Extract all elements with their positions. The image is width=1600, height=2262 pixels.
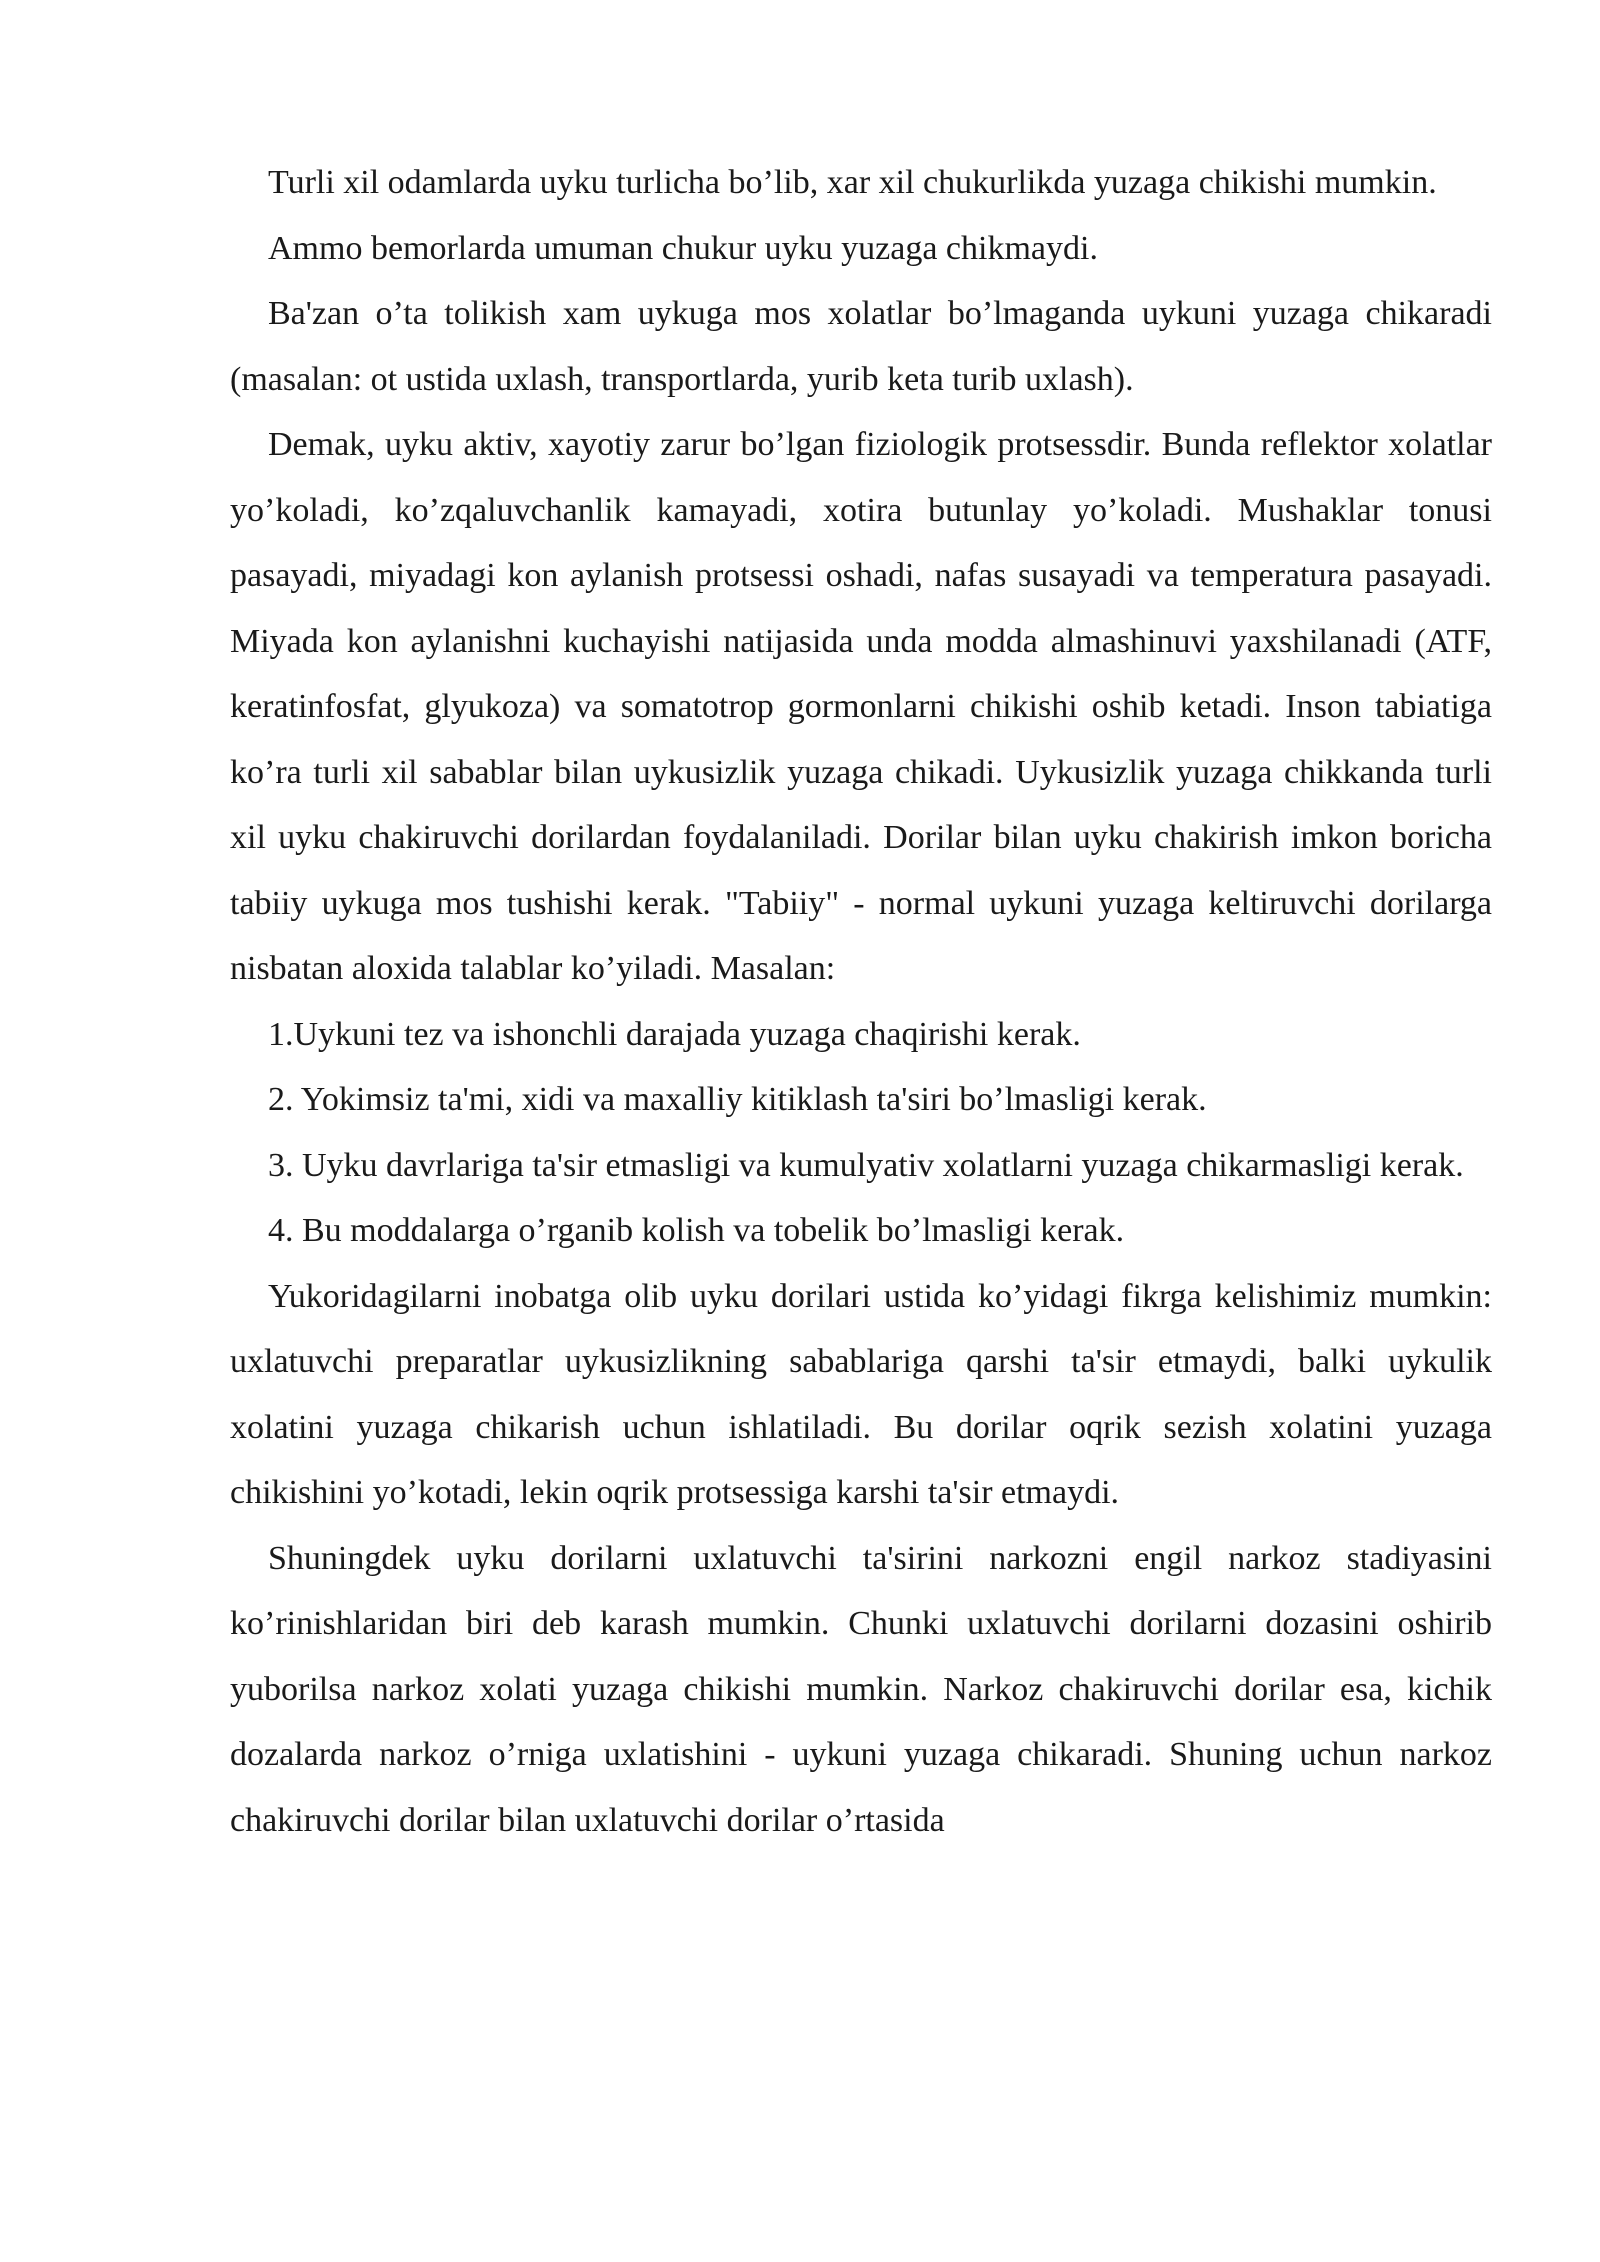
paragraph-narcosis: Shuningdek uyku dorilarni uxlatuvchi ta'sirini narkozni engil narkoz stadiyasini ko’rinishlaridan biri deb karash mumkin. Chunki uxlatuvchi dorilarni dozasini oshirib yuborilsa narkoz xolati yuzaga chikishi mumkin. Narkoz chakiruvchi dorilar esa, kichik dozalarda narkoz o’rniga uxlatishini - uykuni yuzaga chikaradi. Shuning uchun narkoz chakiruvchi dorilar bilan uxlatuvchi dorilar o’rtasida [230, 1539, 1492, 1839]
list-item-2: 2. Yokimsiz ta'mi, xidi va maxalliy kitiklash ta'siri bo’lmasligi kerak. [268, 1081, 1207, 1118]
list-item-3: 3. Uyku davrlariga ta'sir etmasligi va kumulyativ xolatlarni yuzaga chikarmasligi kerak. [268, 1146, 1464, 1184]
list-item-4: 4. Bu moddalarga o’rganib kolish va tobelik bo’lmasligi kerak. [268, 1212, 1125, 1249]
paragraph-sleep-types: Turli xil odamlarda uyku turlicha bo’lib, xar xil chukurlikda yuzaga chikishi mumkin. [268, 164, 1437, 201]
list-item-1: 1.Uykuni tez va ishonchli darajada yuzaga chaqirishi kerak. [268, 1015, 1081, 1053]
paragraph-conclusion: Yukoridagilarni inobatga olib uyku dorilari ustida ko’yidagi fikrga kelishimiz mumkin: uxlatuvchi preparatlar uykusizlikning sabablariga qarshi ta'sir etmaydi, balki uykulik xolatini yuzaga chikarish uchun ishlatiladi. Bu dorilar oqrik sezish xolatini yuzaga chikishini yo’kotadi, lekin oqrik protsessiga karshi ta'sir etmaydi. [230, 1277, 1492, 1511]
paragraph-fatigue: Ba'zan o’ta tolikish xam uykuga mos xolatlar bo’lmaganda uykuni yuzaga chikaradi (masalan: ot ustida uxlash, transportlarda, yurib keta turib uxlash). [230, 295, 1492, 398]
document-body [230, 150, 1492, 1853]
paragraph-patients: Ammo bemorlarda umuman chukur uyku yuzaga chikmaydi. [268, 229, 1098, 267]
paragraph-physiology: Demak, uyku aktiv, xayotiy zarur bo’lgan fiziologik protsessdir. Bunda reflektor xolatlar yo’koladi, ko’zqaluvchanlik kamayadi, xotira butunlay yo’koladi. Mushaklar tonusi pasayadi, miyadagi kon aylanish protsessi oshadi, nafas susayadi va temperatura pasayadi. Miyada kon aylanishni kuchayishi natijasida unda modda almashinuvi yaxshilanadi (ATF, keratinfosfat, glyukoza) va somatotrop gormonlarni chikishi oshib ketadi. Inson tabiatiga ko’ra turli xil sabablar bilan uykusizlik yuzaga chikadi. Uykusizlik yuzaga chikkanda turli xil uyku chakiruvchi dorilardan foydalaniladi. Dorilar bilan uyku chakirish imkon boricha tabiiy uykuga mos tushishi kerak. "Tabiiy" - normal uykuni yuzaga keltiruvchi dorilarga nisbatan aloxida talablar ko’yiladi. Masalan: [230, 426, 1492, 987]
